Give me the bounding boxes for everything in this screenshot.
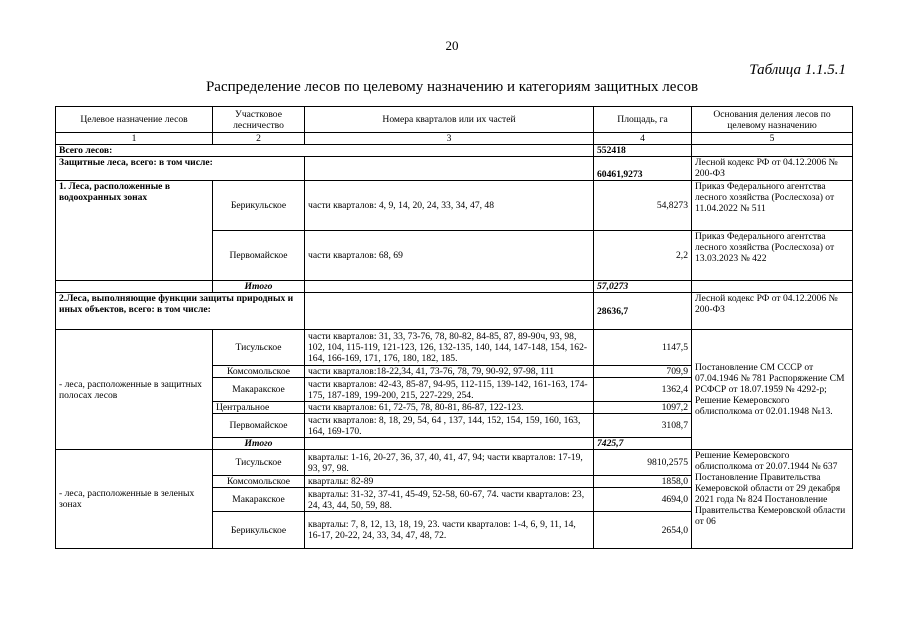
total-basis [692, 145, 853, 157]
area-cell: 54,8273 [594, 181, 692, 231]
quarters-cell: части кварталов: 61, 72-75, 78, 80-81, 86-87, 122-123. [305, 402, 594, 414]
basis-cell: Приказ Федерального агентства лесного хозяйства (Рослесхоза) от 11.04.2022 № 511 [692, 181, 853, 231]
green-label: - леса, расположенные в зеленых зонах [56, 450, 213, 549]
area-cell: 1097,2 [594, 402, 692, 414]
belts-label: - леса, расположенные в защитных полосах лесов [56, 330, 213, 450]
table-header-row [56, 107, 853, 133]
column-number: 5 [692, 133, 853, 145]
functions-row [56, 293, 853, 330]
area-cell: 1147,5 [594, 330, 692, 366]
page-number: 20 [445, 38, 459, 53]
quarters-cell: части кварталов: 31, 33, 73-76, 78, 80-82, 84-85, 87, 89-90ч, 93, 98, 102, 104, 115-119, 121-123, 126, 132-135, 140, 144, 147-148, 154, 162-164, 166-169, 171, 176, 180, 182, 185. [305, 330, 594, 366]
subtotal-row [56, 281, 853, 293]
quarters-cell: кварталы: 82-89 [305, 476, 594, 488]
forestry-cell: Берикульское [213, 512, 305, 549]
area-cell: 709,9 [594, 366, 692, 378]
table-row [56, 330, 853, 366]
column-number: 2 [213, 133, 305, 145]
forestry-cell: Комсомольское [213, 366, 305, 378]
quarters-cell: части кварталов: 42-43, 85-87, 94-95, 112-115, 139-142, 161-163, 174-175, 187-189, 199-200, 215, 227-229, 254. [305, 378, 594, 402]
total-label: Всего лесов: [56, 145, 594, 157]
quarters-cell: кварталы: 7, 8, 12, 13, 18, 19, 23. части кварталов: 1-4, 6, 9, 11, 14, 16-17, 20-22, 24, 33, 34, 47, 48, 72. [305, 512, 594, 549]
forest-distribution-table [55, 106, 853, 549]
protective-row [56, 157, 853, 181]
green-basis: Решение Кемеровского облисполкома от 20.07.1944 № 637 Постановление Правительства Кемеровской области от 29 декабря 2021 года № 824 Постановление Правительства Кемеровской области от 06 [692, 450, 853, 549]
header-cell: Площадь, га [594, 107, 692, 133]
column-number: 3 [305, 133, 594, 145]
area-cell: 2654,0 [594, 512, 692, 549]
header-cell: Основания деления лесов по целевому назначению [692, 107, 853, 133]
total-area: 552418 [594, 145, 692, 157]
empty-cell [692, 281, 853, 293]
protective-quarters [305, 157, 594, 181]
area-cell: 9810,2575 [594, 450, 692, 476]
quarters-cell: части кварталов:18-22,34, 41, 73-76, 78, 79, 90-92, 97-98, 111 [305, 366, 594, 378]
functions-label: 2.Леса, выполняющие функции защиты природных и иных объектов, всего: в том числе: [56, 293, 305, 330]
subtotal-label: Итого [213, 281, 305, 293]
header-cell: Участковое лесничество [213, 107, 305, 133]
area-cell: 3108,7 [594, 414, 692, 438]
column-numbers-row [56, 133, 853, 145]
subtotal-area: 57,0273 [594, 281, 692, 293]
forestry-cell: Тисульское [213, 450, 305, 476]
column-number: 1 [56, 133, 213, 145]
protective-label: Защитные леса, всего: в том числе: [56, 157, 305, 181]
area-cell: 4694,0 [594, 488, 692, 512]
forestry-cell: Берикульское [213, 181, 305, 231]
area-cell: 1362,4 [594, 378, 692, 402]
forestry-cell: Центральное [213, 402, 305, 414]
functions-basis: Лесной кодекс РФ от 04.12.2006 № 200-ФЗ [692, 293, 853, 330]
subtotal-area: 7425,7 [594, 438, 692, 450]
table-row [56, 181, 853, 231]
protective-area: 60461,9273 [594, 157, 692, 181]
functions-quarters [305, 293, 594, 330]
table-row [56, 450, 853, 476]
quarters-cell: кварталы: 31-32, 37-41, 45-49, 52-58, 60-67, 74. части кварталов: 23, 24, 43, 44, 50, 59, 88. [305, 488, 594, 512]
forestry-cell: Первомайское [213, 414, 305, 438]
forestry-cell: Комсомольское [213, 476, 305, 488]
empty-cell [305, 281, 594, 293]
empty-cell [305, 438, 594, 450]
quarters-cell: части кварталов: 68, 69 [305, 231, 594, 281]
column-number: 4 [594, 133, 692, 145]
forestry-cell: Тисульское [213, 330, 305, 366]
header-cell: Номера кварталов или их частей [305, 107, 594, 133]
document-title: Распределение лесов по целевому назначению и категориям защитных лесов [205, 79, 699, 95]
quarters-cell: части кварталов: 4, 9, 14, 20, 24, 33, 34, 47, 48 [305, 181, 594, 231]
header-cell: Целевое назначение лесов [56, 107, 213, 133]
empty-cell [56, 281, 213, 293]
water-label: 1. Леса, расположенные в водоохранных зонах [56, 181, 213, 281]
quarters-cell: кварталы: 1-16, 20-27, 36, 37, 40, 41, 47, 94; части кварталов: 17-19, 93, 97, 98. [305, 450, 594, 476]
functions-area: 28636,7 [594, 293, 692, 330]
area-cell: 1858,0 [594, 476, 692, 488]
quarters-cell: части кварталов: 8, 18, 29, 54, 64 , 137, 144, 152, 154, 159, 160, 163, 164, 169-170. [305, 414, 594, 438]
forestry-cell: Макаракское [213, 378, 305, 402]
forestry-cell: Первомайское [213, 231, 305, 281]
area-cell: 2,2 [594, 231, 692, 281]
forestry-cell: Макаракское [213, 488, 305, 512]
basis-cell: Приказ Федерального агентства лесного хозяйства (Рослесхоза) от 13.03.2023 № 422 [692, 231, 853, 281]
subtotal-label: Итого [213, 438, 305, 450]
belts-basis: Постановление СМ СССР от 07.04.1946 № 781 Распоряжение СМ РСФСР от 18.07.1959 № 4292-р; Решение Кемеровского облисполкома от 02.01.1948 №13. [692, 330, 853, 450]
table-number: Таблица 1.1.5.1 [749, 62, 846, 78]
protective-basis: Лесной кодекс РФ от 04.12.2006 № 200-ФЗ [692, 157, 853, 181]
total-row [56, 145, 853, 157]
